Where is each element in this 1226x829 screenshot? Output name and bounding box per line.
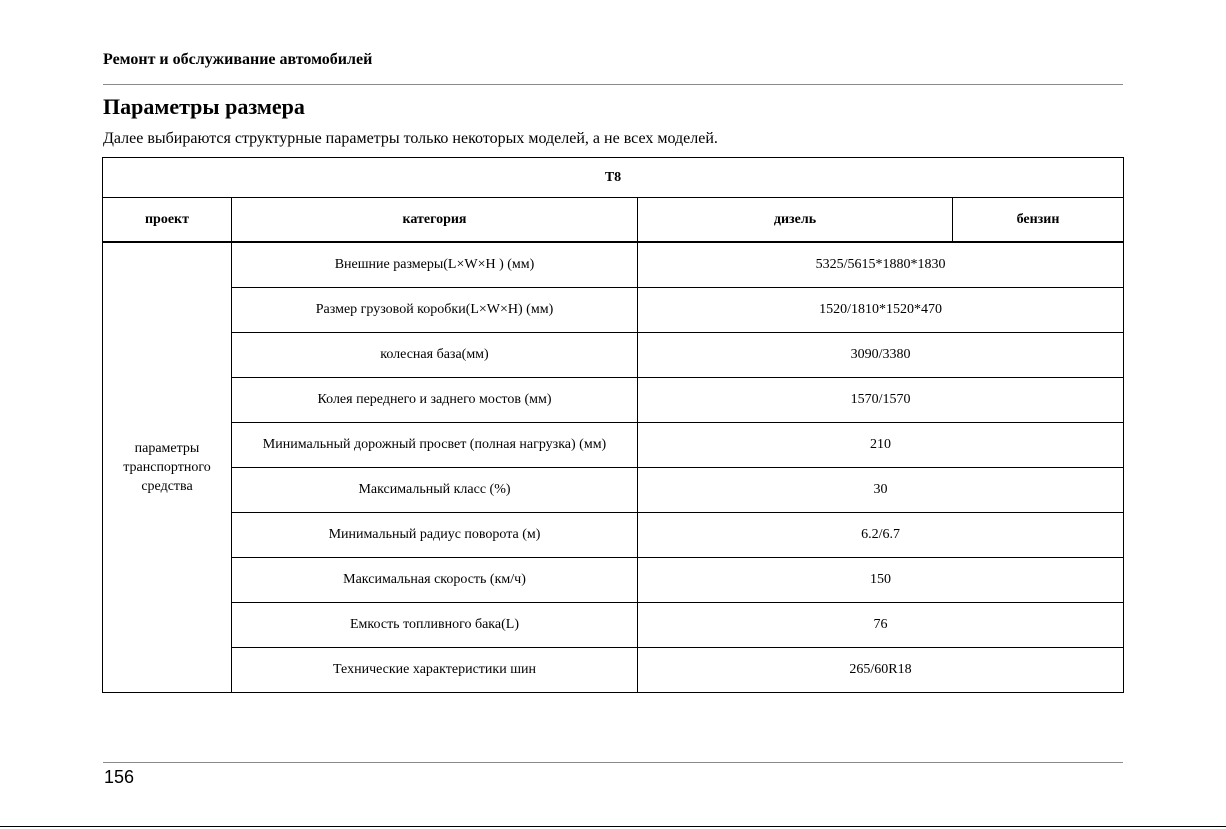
model-title: T8 [103, 158, 1124, 198]
footer-divider [103, 762, 1123, 763]
table-row [103, 378, 1124, 423]
column-header-project: проект [103, 198, 232, 243]
category-cell: Минимальный радиус поворота (м) [232, 513, 638, 558]
table-row [103, 288, 1124, 333]
intro-text: Далее выбираются структурные параметры только некоторых моделей, а не всех моделей. [103, 130, 718, 147]
running-header: Ремонт и обслуживание автомобилей [103, 51, 373, 68]
category-cell: Минимальный дорожный просвет (полная нагрузка) (мм) [232, 423, 638, 468]
spec-table [102, 157, 1124, 693]
header-divider [103, 84, 1123, 85]
page-number: 156 [104, 767, 135, 787]
value-cell: 1570/1570 [638, 378, 1124, 423]
category-cell: колесная база(мм) [232, 333, 638, 378]
value-cell: 3090/3380 [638, 333, 1124, 378]
category-cell: Максимальная скорость (км/ч) [232, 558, 638, 603]
table-title-row [103, 158, 1124, 198]
value-cell: 6.2/6.7 [638, 513, 1124, 558]
table-row [103, 648, 1124, 693]
category-cell: Внешние размеры(L×W×H ) (мм) [232, 242, 638, 288]
table-row [103, 468, 1124, 513]
table-row [103, 603, 1124, 648]
table-row [103, 558, 1124, 603]
table-row [103, 242, 1124, 288]
value-cell: 150 [638, 558, 1124, 603]
value-cell: 265/60R18 [638, 648, 1124, 693]
value-cell: 5325/5615*1880*1830 [638, 242, 1124, 288]
category-cell: Колея переднего и заднего мостов (мм) [232, 378, 638, 423]
column-header-petrol: бензин [953, 198, 1124, 243]
value-cell: 30 [638, 468, 1124, 513]
table-header-row [103, 198, 1124, 243]
page-edge-divider [0, 826, 1226, 827]
category-cell: Емкость топливного бака(L) [232, 603, 638, 648]
value-cell: 210 [638, 423, 1124, 468]
category-cell: Технические характеристики шин [232, 648, 638, 693]
category-cell: Размер грузовой коробки(L×W×H) (мм) [232, 288, 638, 333]
table-row [103, 423, 1124, 468]
project-cell: параметры транспортного средства [103, 242, 232, 693]
column-header-category: категория [232, 198, 638, 243]
value-cell: 76 [638, 603, 1124, 648]
table-row [103, 333, 1124, 378]
section-title: Параметры размера [103, 94, 305, 119]
category-cell: Максимальный класс (%) [232, 468, 638, 513]
table-row [103, 513, 1124, 558]
column-header-diesel: дизель [638, 198, 953, 243]
value-cell: 1520/1810*1520*470 [638, 288, 1124, 333]
